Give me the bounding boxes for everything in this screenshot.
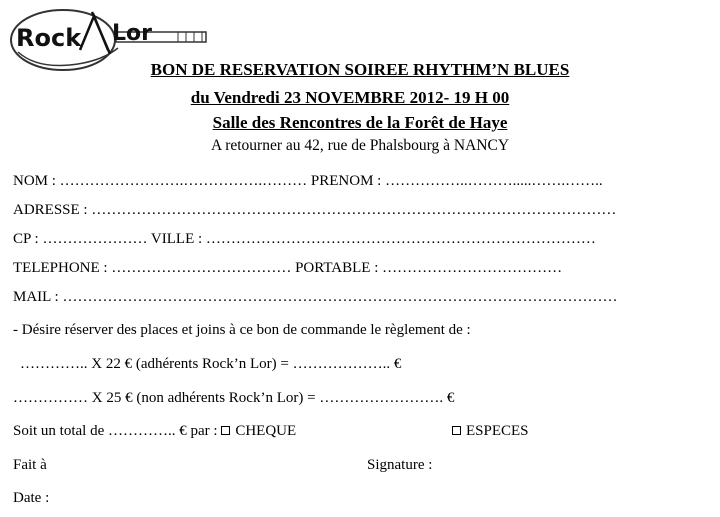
cp-ville-field[interactable]: CP : ………………… VILLE : …………………………………………………………………… bbox=[13, 231, 596, 247]
total-line bbox=[13, 423, 296, 440]
form-title: BON DE RESERVATION SOIREE RHYTHM’N BLUES bbox=[150, 60, 570, 79]
reserve-text: - Désire réserver des places et joins à ce bon de commande le règlement de : bbox=[13, 322, 471, 338]
nom-prenom-field[interactable]: NOM : …………………….…………….……… PRENOM : ……………..……….....…….…….. bbox=[13, 173, 603, 189]
return-address: A retourner au 42, rue de Phalsbourg à NANCY bbox=[210, 137, 510, 154]
event-venue: Salle des Rencontres de la Forêt de Haye bbox=[212, 113, 508, 132]
date-label[interactable]: Date : bbox=[13, 490, 50, 506]
adresse-field[interactable]: ADRESSE : …………………………………………………………………………………………… bbox=[13, 202, 617, 218]
event-date: du Vendredi 23 NOVEMBRE 2012- 19 H 00 bbox=[190, 88, 510, 107]
cheque-checkbox[interactable] bbox=[221, 426, 230, 435]
fait-a-label[interactable]: Fait à bbox=[13, 457, 47, 473]
mail-field[interactable]: MAIL : ………………………………………………………………………………………………… bbox=[13, 289, 618, 305]
total-text[interactable]: Soit un total de ………….. € par : bbox=[13, 423, 218, 439]
especes-checkbox[interactable] bbox=[452, 426, 461, 435]
telephone-portable-field[interactable]: TELEPHONE : ……………………………… PORTABLE : ……………………………… bbox=[13, 260, 563, 276]
non-adherents-line[interactable]: …………… X 25 € (non adhérents Rock’n Lor) = ……………………. € bbox=[13, 390, 455, 406]
cheque-label: CHEQUE bbox=[235, 423, 297, 439]
signature-label[interactable]: Signature : bbox=[367, 457, 433, 473]
especes-label: ESPECES bbox=[466, 423, 529, 439]
especes-option bbox=[452, 423, 529, 440]
adherents-line[interactable]: ………….. X 22 € (adhérents Rock’n Lor) = ……………….. € bbox=[20, 356, 402, 372]
svg-text:Lor: Lor bbox=[112, 21, 152, 46]
svg-text:Rock: Rock bbox=[16, 24, 82, 52]
